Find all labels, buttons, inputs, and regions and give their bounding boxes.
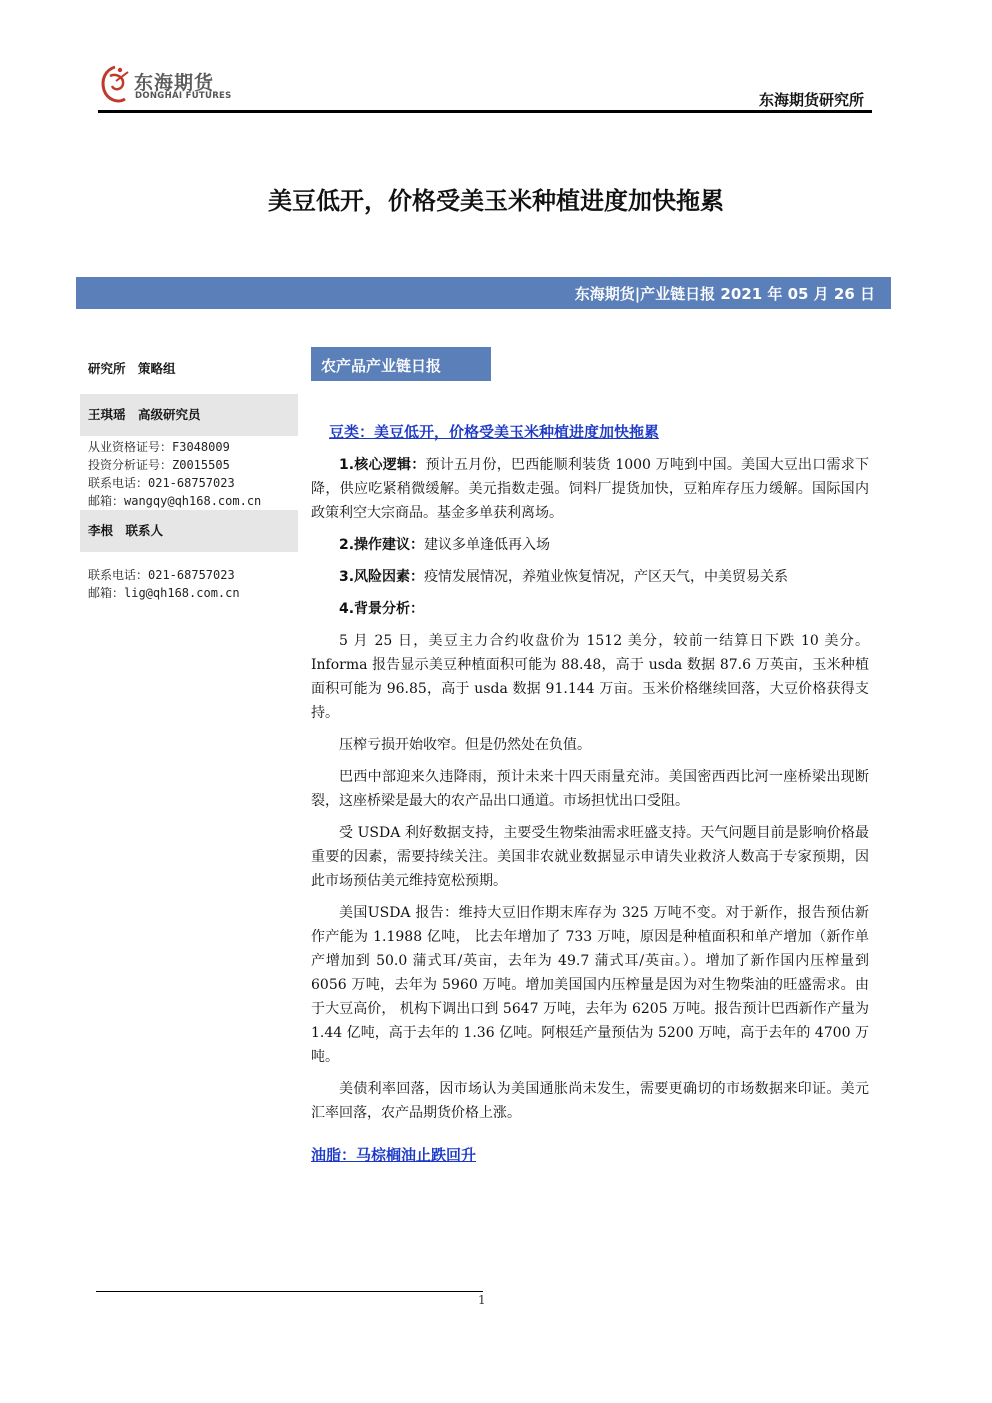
core-logic-text: 预计五月份，巴西能顺利装货 1000 万吨到中国。美国大豆出口需求下降，供应吃紧稍微缓解。美元指数走强。饲料厂提货加快，豆粕库存压力缓解。国际国内政策利空大宗商品。基金多单获利离场。 (311, 457, 870, 521)
analyst2-name: 李根 联系人 (80, 510, 298, 552)
section-tag (311, 347, 491, 381)
risk-text: 疫情发展情况，养殖业恢复情况，产区天气，中美贸易关系 (424, 569, 789, 585)
advice-text: 建议多单逢低再入场 (424, 537, 551, 553)
analyst1-email: 邮箱：wangqy@qh168.com.cn (88, 494, 262, 508)
header-rule (98, 110, 872, 113)
core-logic-paragraph (311, 453, 869, 525)
page-number: 1 (478, 1293, 486, 1307)
body-paragraph: 受 USDA 利好数据支持，主要受生物柴油需求旺盛支持。天气问题目前是影响价格最重要的因素，需要持续关注。美国非农就业数据显示申请失业救济人数高于专家预期，因此市场预估美元维持宽松预期。 (311, 825, 869, 889)
analyst2-phone: 联系电话：021-68757023 (88, 568, 235, 582)
advice-paragraph (311, 533, 869, 557)
body-paragraph: 美国USDA 报告：维持大豆旧作期末库存为 325 万吨不变。对于新作，报告预估新作产能为 1.1988 亿吨， 比去年增加了 733 万吨，原因是种植面积和单产增加（新作单产增加到 50.0 蒲式耳/英亩，去年为 49.7 蒲式耳/英亩。）。增加了新作国内压榨量到 6056 万吨，去年为 5960 万吨。增加美国国内压榨量是因为对生物柴油的旺盛需求。由于大豆高价， 机构下调出口到 5647 万吨，去年为 6205 万吨。报告预计巴西新作产量为 1.44 亿吨，高于去年的 1.36 亿吨。阿根廷产量预估为 5200 万吨，高于去年的 4700 万吨。 (311, 905, 869, 1065)
heading-soybean-link[interactable]: 豆类：美豆低开，价格受美玉米种植进度加快拖累 (329, 423, 660, 441)
body-paragraph: 压榨亏损开始收窄。但是仍然处在负值。 (339, 737, 591, 753)
background-label: 4.背景分析： (339, 601, 425, 617)
background-heading (311, 597, 869, 621)
analyst1-name: 王琪瑶 高级研究员 (80, 394, 298, 436)
body-paragraph: 5 月 25 日，美豆主力合约收盘价为 1512 美分，较前一结算日下跌 10 美分。Informa 报告显示美豆种植面积可能为 88.48，高于 usda 数据 87.6 万英亩，玉米种植面积可能为 96.85，高于 usda 数据 91.144 万亩。玉米价格继续回落，大豆价格获得支持。 (311, 633, 869, 721)
document-title: 美豆低开，价格受美玉米种植进度加快拖累 (268, 187, 724, 215)
section-tag-label: 农产品产业链日报 (321, 357, 442, 375)
company-logo (98, 64, 238, 110)
department-label: 研究所 策略组 (88, 361, 176, 376)
advice-label: 2.操作建议： (339, 537, 425, 553)
dragon-logo-icon (98, 64, 132, 106)
risk-label: 3.风险因素： (339, 569, 425, 585)
footer-rule (96, 1291, 483, 1292)
body-paragraph: 巴西中部迎来久违降雨，预计未来十四天雨量充沛。美国密西西比河一座桥梁出现断裂，这座桥梁是最大的农产品出口通道。市场担忧出口受阻。 (311, 769, 869, 809)
institute-name: 东海期货研究所 (758, 91, 864, 109)
heading-oils-link[interactable]: 油脂：马棕榈油止跌回升 (311, 1146, 477, 1164)
risk-paragraph (311, 565, 869, 589)
body-paragraph: 美债利率回落，因市场认为美国通胀尚未发生，需要更确切的市场数据来印证。美元汇率回落，农产品期货价格上涨。 (311, 1081, 869, 1121)
analyst1-phone: 联系电话：021-68757023 (88, 476, 235, 490)
date-banner-text: 东海期货|产业链日报 2021 年 05 月 26 日 (574, 285, 875, 303)
logo-text-cn: 东海期货 (134, 72, 215, 94)
analyst1-qualification: 从业资格证号：F3048009 (88, 440, 230, 454)
logo-text-en: DONGHAI FUTURES (135, 91, 232, 101)
author-sidebar (80, 354, 298, 602)
analyst1-investment-cert: 投资分析证号：Z0015505 (88, 458, 230, 472)
core-logic-label: 1.核心逻辑： (339, 457, 426, 473)
date-banner (76, 277, 891, 309)
analyst2-email: 邮箱：lig@qh168.com.cn (88, 586, 240, 600)
report-content (311, 420, 869, 1168)
